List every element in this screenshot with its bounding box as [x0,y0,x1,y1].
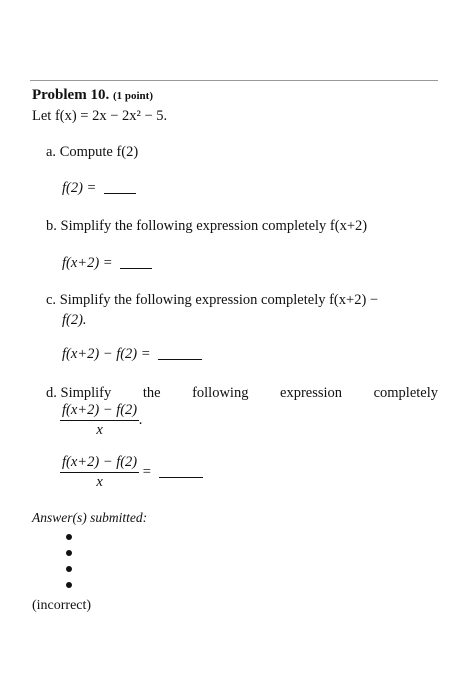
top-divider [30,80,438,81]
fraction-numerator: f(x+2) − f(2) [60,402,139,421]
part-d-answer-field[interactable] [159,477,203,478]
part-c-answer-field[interactable] [158,359,202,360]
part-d-fraction: $\frac{f(x+2) - f(2)}{x}$ . [62,402,143,438]
part-a-answer-field[interactable] [104,193,136,194]
answer-fraction-denominator: x [96,474,103,490]
problem-title: Problem 10. (1 point) [32,87,153,103]
submitted-answer-bullet [66,550,72,556]
fraction-denominator: x [96,422,103,438]
part-b-answer-field[interactable] [120,268,152,269]
part-b-answer-row [62,255,152,272]
part-b-answer-expr: f(x+2) = [62,255,113,271]
problem-statement: Let f(x) = 2x − 2x² − 5. [32,108,168,124]
part-b-instruction: b. Simplify the following expression completely f(x+2) [46,218,368,234]
part-a-answer-row [62,180,136,197]
part-c-instruction-cont: f(2). [62,312,87,328]
part-c-instruction: c. Simplify the following expression completely f(x+2) − [46,292,379,308]
part-d-instruction: d. Simplify the following expression completely [46,385,438,401]
submitted-answer-bullet [66,534,72,540]
part-a-answer-expr: f(2) = [62,180,97,196]
answers-submitted-label: Answer(s) submitted: [32,510,148,525]
part-a-instruction: a. Compute f(2) [46,144,139,160]
answer-fraction-numerator: f(x+2) − f(2) [60,454,139,473]
submission-status: (incorrect) [32,598,92,613]
problem-points: (1 point) [112,90,153,102]
part-d-answer-row: $\frac{f(x+2) - f(2)}{x}$ = [60,454,203,491]
part-c-answer-expr: f(x+2) − f(2) = [62,346,151,362]
part-c-answer-row [62,346,202,363]
submitted-answer-bullet [66,582,72,588]
submitted-answer-bullet [66,566,72,572]
